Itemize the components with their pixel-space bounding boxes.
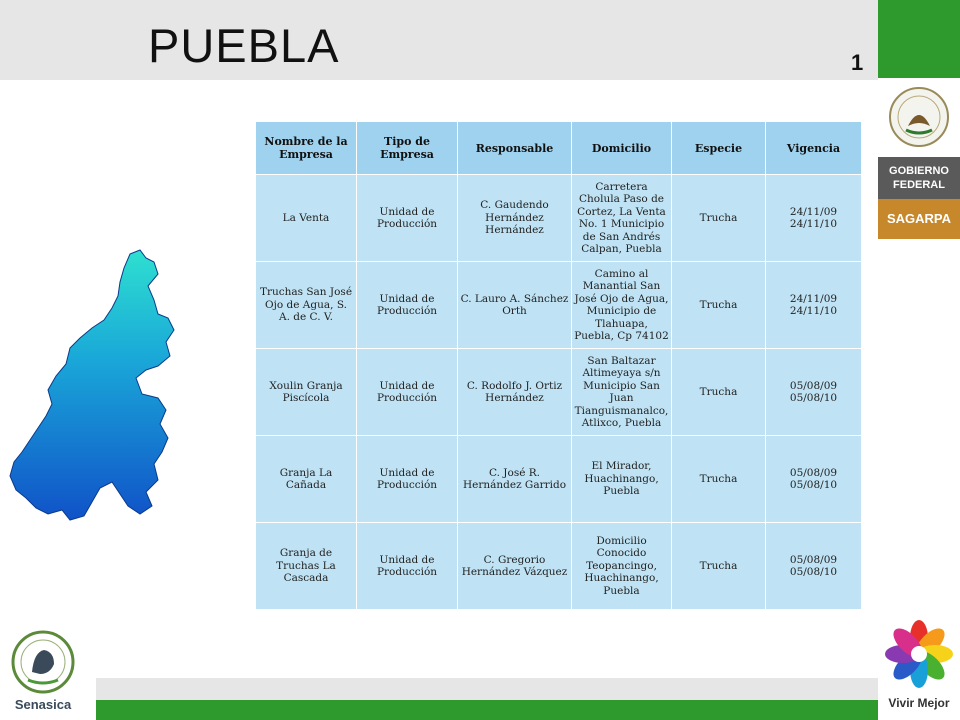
cell-vigencia <box>766 436 862 523</box>
cell-especie: Trucha <box>672 523 766 610</box>
cell-empresa: Xoulin Granja Piscícola <box>256 349 357 436</box>
cell-empresa: La Venta <box>256 175 357 262</box>
vigencia-inicio: 05/08/09 <box>789 553 838 566</box>
cell-empresa: Truchas San José Ojo de Agua, S. A. de C. V. <box>256 262 357 349</box>
companies-table <box>255 121 862 610</box>
cell-especie: Trucha <box>672 175 766 262</box>
cell-domicilio: Domicilio Conocido Teopancingo, Huachinango, Puebla <box>572 523 672 610</box>
vigencia-inicio: 24/11/09 <box>789 205 838 218</box>
cell-tipo: Unidad de Producción <box>357 436 458 523</box>
header-domicilio: Domicilio <box>572 122 672 175</box>
puebla-map-image <box>8 248 176 522</box>
page-number: 1 <box>851 50 864 75</box>
cell-responsable: C. Lauro A. Sánchez Orth <box>458 262 572 349</box>
cell-tipo: Unidad de Producción <box>357 175 458 262</box>
vigencia-fin: 24/11/10 <box>789 305 838 317</box>
footer-green-bar <box>96 700 878 720</box>
cell-vigencia <box>766 349 862 436</box>
title-band <box>0 0 878 80</box>
cell-tipo: Unidad de Producción <box>357 262 458 349</box>
cell-tipo: Unidad de Producción <box>357 523 458 610</box>
table-row <box>256 175 862 262</box>
vigencia-fin: 05/08/10 <box>789 566 838 578</box>
table-row <box>256 436 862 523</box>
vigencia-fin: 24/11/10 <box>789 218 838 230</box>
header-tipo: Tipo de Empresa <box>357 122 458 175</box>
header-vigencia: Vigencia <box>766 122 862 175</box>
cell-domicilio: Carretera Cholula Paso de Cortez, La Venta No. 1 Municipio de San Andrés Calpan, Puebla <box>572 175 672 262</box>
vigencia-inicio: 05/08/09 <box>789 379 838 392</box>
vigencia-fin: 05/08/10 <box>789 392 838 404</box>
senasica-label: Senasica <box>14 697 72 712</box>
green-stripe <box>878 0 960 78</box>
page-title: PUEBLA <box>148 19 340 72</box>
vivir-mejor-flower-icon <box>884 614 954 694</box>
header-empresa: Nombre de la Empresa <box>256 122 357 175</box>
vigencia-fin: 05/08/10 <box>789 479 838 491</box>
table-header-row <box>256 122 862 175</box>
logo-sidebar <box>878 0 960 720</box>
cell-vigencia <box>766 175 862 262</box>
mexico-seal-icon <box>888 86 950 148</box>
cell-especie: Trucha <box>672 349 766 436</box>
vivir-mejor-label: Vivir Mejor <box>888 696 950 710</box>
gobierno-federal-logo: GOBIERNO FEDERAL <box>878 157 960 199</box>
cell-especie: Trucha <box>672 262 766 349</box>
table-row <box>256 349 862 436</box>
cell-domicilio: Camino al Manantial San José Ojo de Agua, Municipio de Tlahuapa, Puebla, Cp 74102 <box>572 262 672 349</box>
table-row <box>256 262 862 349</box>
senasica-logo-icon <box>4 628 82 698</box>
cell-tipo: Unidad de Producción <box>357 349 458 436</box>
cell-empresa: Granja de Truchas La Cascada <box>256 523 357 610</box>
cell-responsable: C. Gaudendo Hernández Hernández <box>458 175 572 262</box>
header-especie: Especie <box>672 122 766 175</box>
cell-especie: Trucha <box>672 436 766 523</box>
cell-empresa: Granja La Cañada <box>256 436 357 523</box>
cell-vigencia <box>766 523 862 610</box>
cell-responsable: C. Rodolfo J. Ortiz Hernández <box>458 349 572 436</box>
vigencia-inicio: 05/08/09 <box>789 466 838 479</box>
cell-vigencia <box>766 262 862 349</box>
cell-domicilio: San Baltazar Altimeyaya s/n Municipio San Juan Tianguismanalco, Atlixco, Puebla <box>572 349 672 436</box>
cell-responsable: C. José R. Hernández Garrido <box>458 436 572 523</box>
header-responsable: Responsable <box>458 122 572 175</box>
sagarpa-logo: SAGARPA <box>878 199 960 239</box>
table-row <box>256 523 862 610</box>
cell-domicilio: El Mirador, Huachinango, Puebla <box>572 436 672 523</box>
cell-responsable: C. Gregorio Hernández Vázquez <box>458 523 572 610</box>
vigencia-inicio: 24/11/09 <box>789 292 838 305</box>
footer-gray-bar <box>96 678 878 700</box>
